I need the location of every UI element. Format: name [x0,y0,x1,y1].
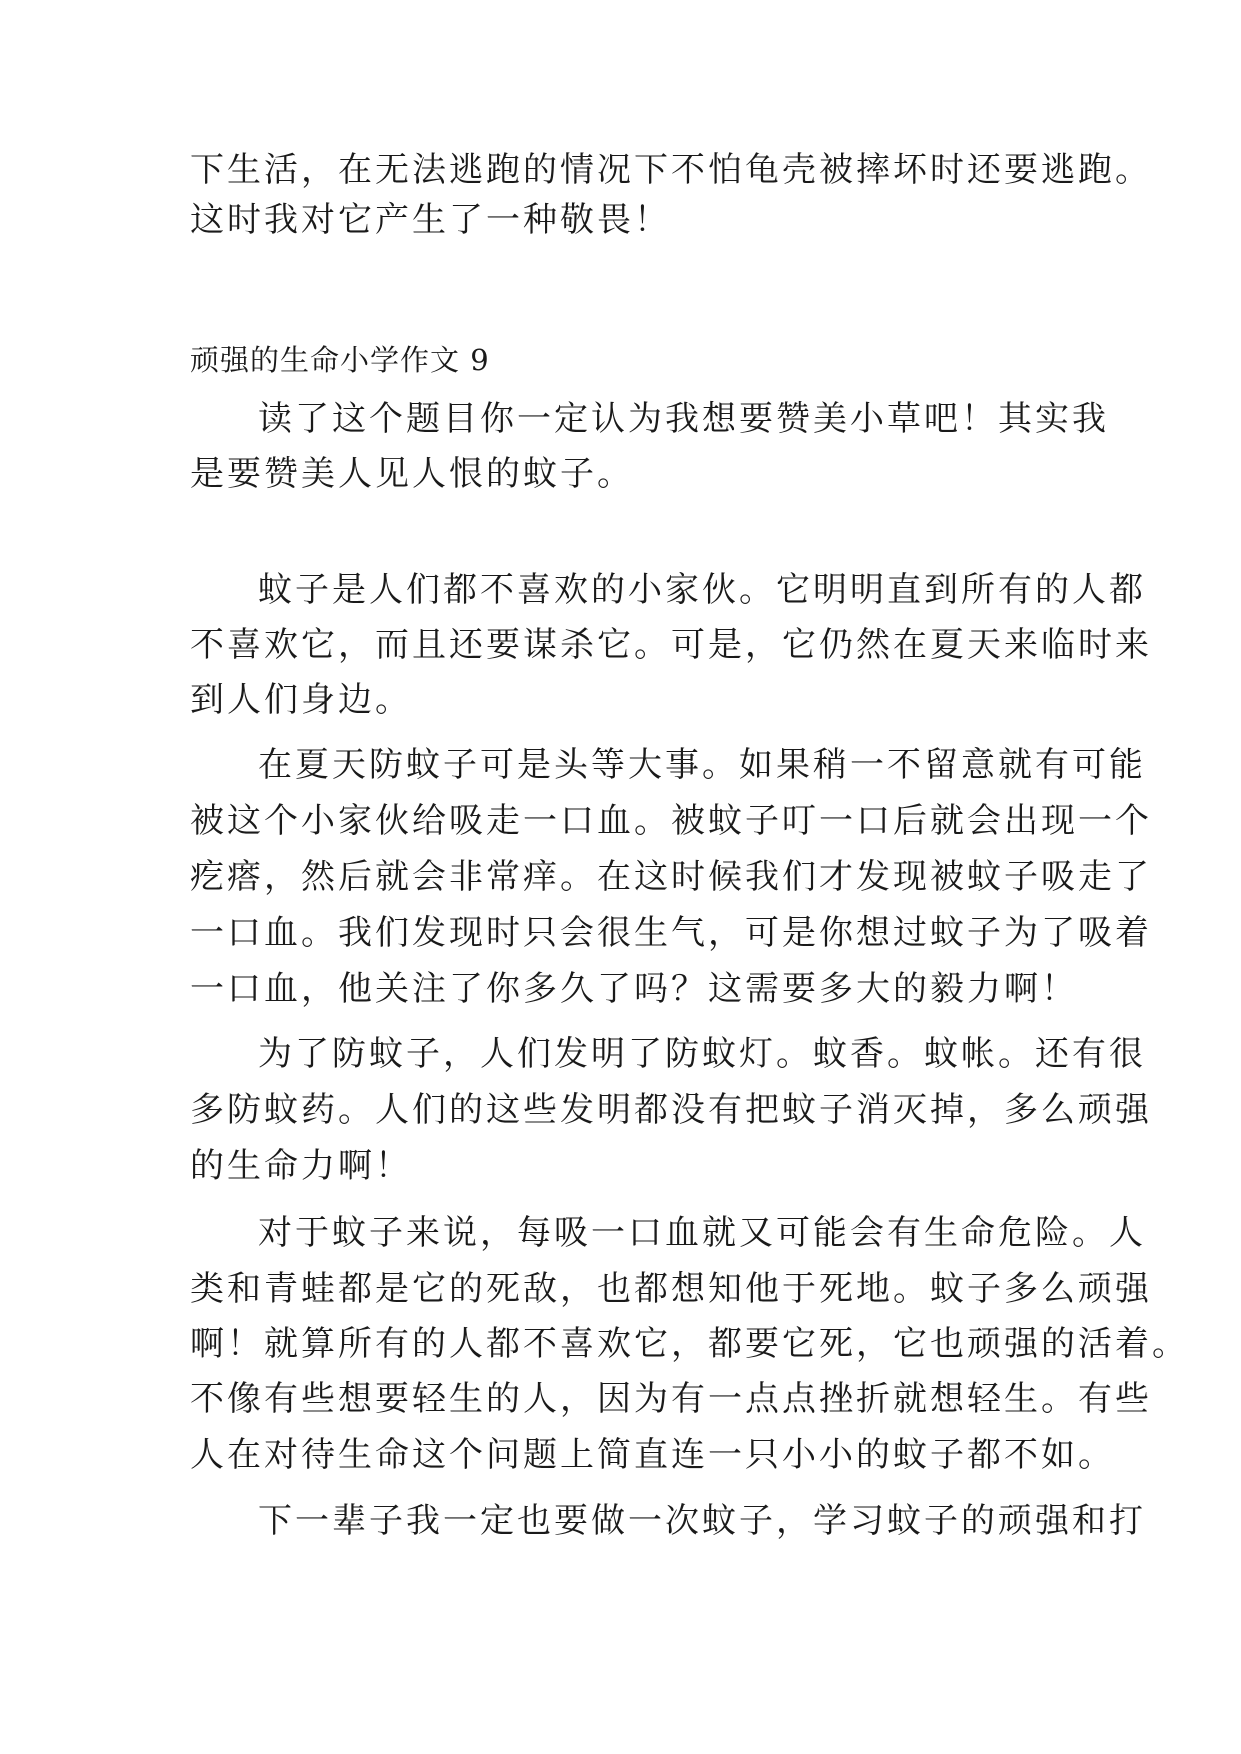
text-line: 一口血，他关注了你多久了吗？这需要多大的毅力啊！ [190,969,1078,1009]
text-line: 不喜欢它，而且还要谋杀它。可是，它仍然在夏天来临时来 [190,625,1152,665]
text-line: 的生命力啊！ [190,1146,412,1186]
text-line: 下一辈子我一定也要做一次蚊子，学习蚊子的顽强和打 [258,1501,1146,1541]
text-line: 到人们身边。 [190,680,412,720]
text-line: 疙瘩，然后就会非常痒。在这时候我们才发现被蚊子吸走了 [190,857,1152,897]
section-heading: 顽强的生命小学作文 9 [190,343,490,377]
text-line: 不像有些想要轻生的人，因为有一点点挫折就想轻生。有些 [190,1379,1152,1419]
text-line: 人在对待生命这个问题上简直连一只小小的蚊子都不如。 [190,1435,1115,1475]
text-line: 在夏天防蚊子可是头等大事。如果稍一不留意就有可能 [258,745,1146,785]
text-line: 下生活，在无法逃跑的情况下不怕龟壳被摔坏时还要逃跑。 [190,150,1152,190]
text-line: 类和青蛙都是它的死敌，也都想知他于死地。蚊子多么顽强 [190,1269,1152,1309]
text-line: 一口血。我们发现时只会很生气，可是你想过蚊子为了吸着 [190,913,1152,953]
text-line: 多防蚊药。人们的这些发明都没有把蚊子消灭掉，多么顽强 [190,1090,1152,1130]
text-line: 被这个小家伙给吸走一口血。被蚊子叮一口后就会出现一个 [190,801,1152,841]
text-line: 蚊子是人们都不喜欢的小家伙。它明明直到所有的人都 [258,570,1146,610]
text-line: 对于蚊子来说，每吸一口血就又可能会有生命危险。人 [258,1213,1146,1253]
text-line: 啊！就算所有的人都不喜欢它，都要它死，它也顽强的活着。 [190,1324,1189,1364]
text-line: 是要赞美人见人恨的蚊子。 [190,454,634,494]
text-line: 为了防蚊子，人们发明了防蚊灯。蚊香。蚊帐。还有很 [258,1034,1146,1074]
text-line: 这时我对它产生了一种敬畏！ [190,200,671,240]
text-line: 读了这个题目你一定认为我想要赞美小草吧！其实我 [258,399,1109,439]
